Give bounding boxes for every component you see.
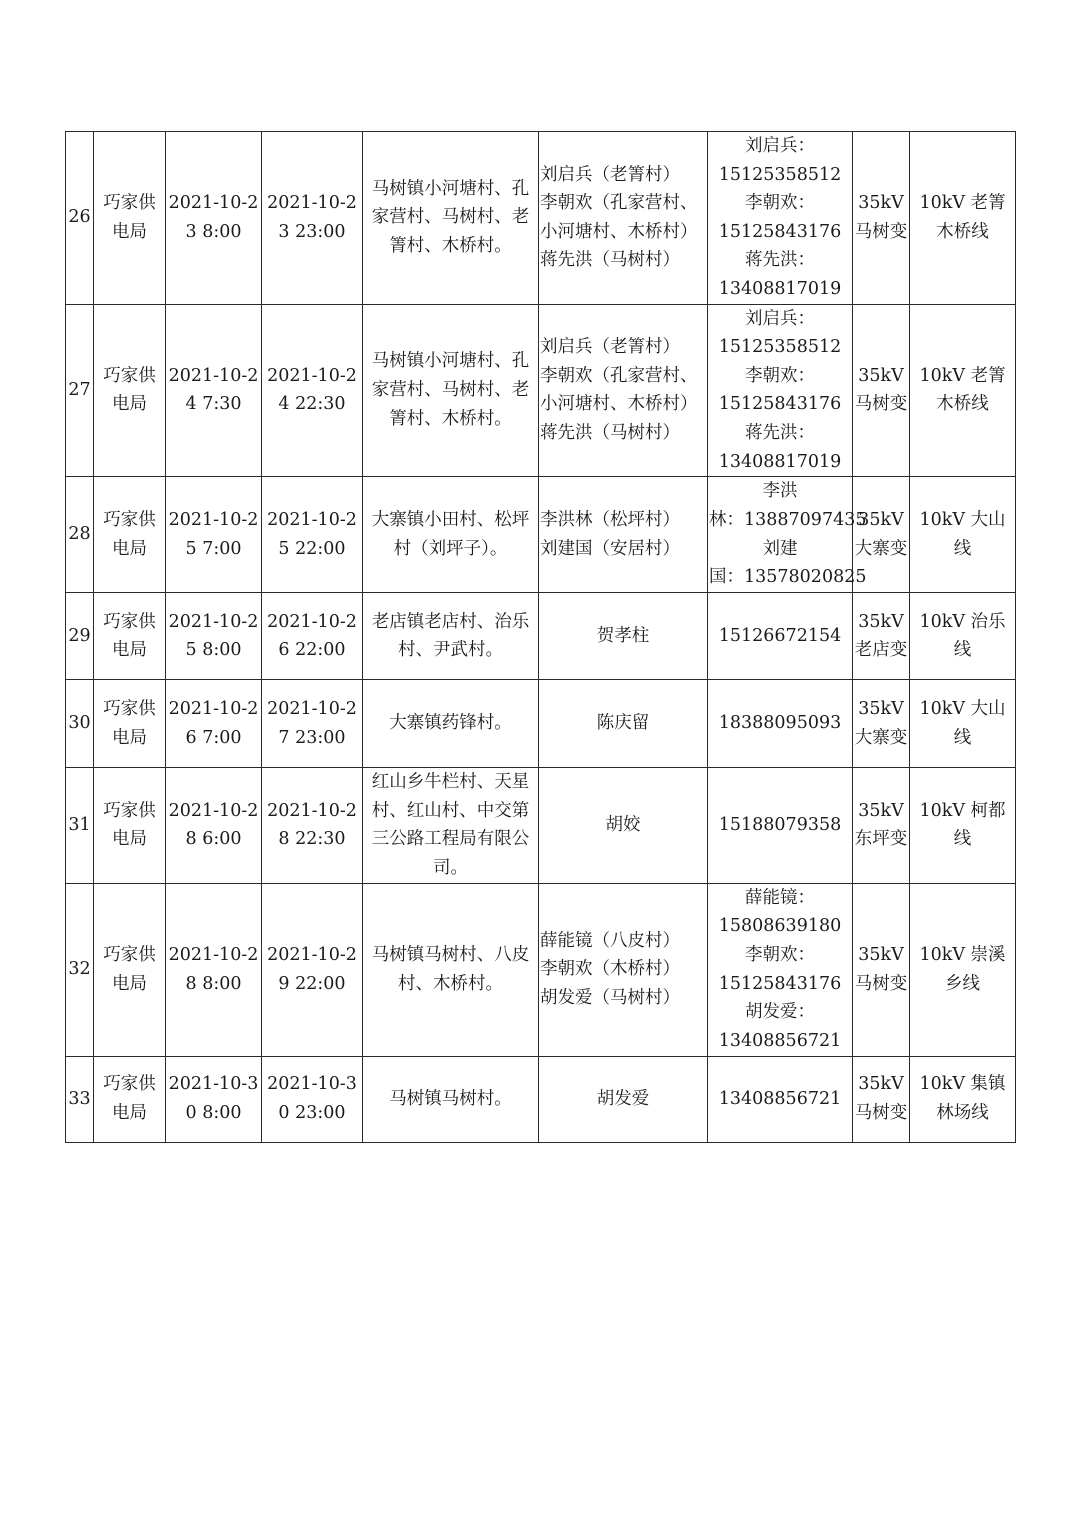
- outage-area: 红山乡牛栏村、天星村、红山村、中交第三公路工程局有限公司。: [371, 772, 530, 878]
- end-time-cell: [262, 304, 363, 477]
- unit-name: 巧家供电局: [103, 800, 156, 850]
- row-number: 30: [68, 713, 91, 734]
- substation-name: 35kV马树变: [854, 944, 908, 994]
- contact-phone: 15125358512: [718, 164, 842, 185]
- row-number-cell: [66, 477, 94, 593]
- start-time: 2021-10-25 8:00: [168, 611, 259, 661]
- outage-area: 老店镇老店村、治乐村、尹武村。: [371, 611, 530, 661]
- contact-person: 李朝欢（木桥村）: [540, 959, 680, 980]
- contact-phone: 薛能镜：: [745, 887, 815, 908]
- end-time: 2021-10-26 22:00: [267, 611, 357, 661]
- outage-area-cell: [363, 132, 539, 305]
- feeder-line-name: 10kV 大山线: [919, 510, 1006, 559]
- table-body: [66, 132, 1016, 1143]
- table-row: [66, 768, 1016, 883]
- contact-phone-cell: [708, 1056, 853, 1142]
- contact-phone: 李朝欢：: [745, 193, 815, 214]
- feeder-line-cell: [910, 883, 1016, 1056]
- contact-phone: 15125843176: [718, 973, 842, 994]
- contact-phone: 18388095093: [718, 713, 842, 734]
- unit-name: 巧家供电局: [103, 944, 156, 994]
- contact-person-cell: [539, 883, 708, 1056]
- start-time: 2021-10-25 7:00: [168, 510, 259, 559]
- contact-phone: 15125358512: [718, 337, 842, 358]
- start-time-cell: [166, 132, 262, 305]
- contact-phone-cell: [708, 132, 853, 305]
- feeder-line-name: 10kV 老箐木桥线: [919, 365, 1006, 415]
- contact-phone: 15188079358: [718, 815, 842, 836]
- contact-phone: 15808639180: [718, 916, 842, 937]
- end-time: 2021-10-27 23:00: [267, 699, 357, 748]
- contact-person-cell: [539, 680, 708, 768]
- start-time: 2021-10-28 8:00: [168, 944, 259, 994]
- feeder-line-name: 10kV 崇溪乡线: [919, 944, 1006, 994]
- row-number: 28: [68, 524, 91, 545]
- contact-phone: 15125843176: [718, 221, 842, 242]
- contact-person-cell: [539, 304, 708, 477]
- end-time-cell: [262, 680, 363, 768]
- feeder-line-cell: [910, 132, 1016, 305]
- contact-person-cell: [539, 132, 708, 305]
- unit-name: 巧家供电局: [103, 1074, 156, 1123]
- contact-person: 刘建国（安居村）: [540, 538, 680, 559]
- row-number: 26: [68, 207, 91, 228]
- substation-cell: [853, 680, 910, 768]
- contact-phone: 林：13887097435: [709, 510, 867, 531]
- end-time-cell: [262, 1056, 363, 1142]
- unit-cell: [94, 132, 166, 305]
- contact-phone-cell: [708, 768, 853, 883]
- contact-person: 小河塘村、木桥村）: [540, 394, 698, 415]
- contact-phone-cell: [708, 304, 853, 477]
- unit-cell: [94, 1056, 166, 1142]
- end-time: 2021-10-25 22:00: [267, 510, 357, 559]
- start-time: 2021-10-28 6:00: [168, 800, 259, 850]
- row-number: 31: [68, 815, 91, 836]
- substation-cell: [853, 304, 910, 477]
- contact-phone-cell: [708, 477, 867, 593]
- contact-person: 小河塘村、木桥村）: [540, 221, 698, 242]
- substation-cell: [853, 132, 910, 305]
- outage-area: 大寨镇小田村、松坪村（刘坪子）。: [371, 510, 530, 559]
- contact-person: 李洪林（松坪村）: [540, 510, 680, 531]
- feeder-line-cell: [910, 304, 1016, 477]
- start-time: 2021-10-24 7:30: [168, 365, 259, 415]
- outage-area: 大寨镇药锋村。: [389, 713, 512, 734]
- contact-person: 蒋先洪（马树村）: [540, 250, 680, 271]
- outage-area: 马树镇马树村、八皮村、木桥村。: [371, 944, 530, 994]
- row-number-cell: [66, 593, 94, 680]
- substation-name: 35kV东坪变: [854, 800, 908, 850]
- start-time: 2021-10-23 8:00: [168, 193, 259, 242]
- row-number-cell: [66, 304, 94, 477]
- end-time-cell: [262, 477, 363, 593]
- outage-area-cell: [363, 304, 539, 477]
- contact-person: 李朝欢（孔家营村、: [540, 193, 698, 214]
- end-time: 2021-10-29 22:00: [267, 944, 357, 994]
- substation-name: 35kV马树变: [854, 365, 908, 415]
- outage-area-cell: [363, 680, 539, 768]
- table-row: [66, 477, 1016, 593]
- start-time-cell: [166, 477, 262, 593]
- contact-phone: 13408817019: [718, 278, 842, 299]
- unit-name: 巧家供电局: [103, 611, 156, 661]
- contact-person-cell: [539, 477, 708, 593]
- unit-cell: [94, 883, 166, 1056]
- contact-phone: 13408817019: [718, 451, 842, 472]
- feeder-line-name: 10kV 老箐木桥线: [919, 193, 1006, 242]
- row-number: 33: [68, 1088, 91, 1109]
- feeder-line-cell: [910, 477, 1016, 593]
- substation-cell: [853, 1056, 910, 1142]
- row-number: 27: [68, 380, 91, 401]
- table-row: [66, 593, 1016, 680]
- outage-area: 马树镇小河塘村、孔家营村、马树村、老箐村、木桥村。: [371, 351, 530, 429]
- feeder-line-cell: [910, 680, 1016, 768]
- unit-cell: [94, 477, 166, 593]
- substation-name: 35kV老店变: [854, 611, 908, 661]
- row-number-cell: [66, 1056, 94, 1142]
- end-time-cell: [262, 768, 363, 883]
- feeder-line-name: 10kV 治乐线: [919, 611, 1006, 661]
- contact-phone: 李朝欢：: [745, 944, 815, 965]
- start-time: 2021-10-26 7:00: [168, 699, 259, 748]
- contact-phone: 刘建: [762, 538, 798, 559]
- outage-area-cell: [363, 768, 539, 883]
- substation-name: 35kV大寨变: [854, 699, 908, 748]
- feeder-line-cell: [910, 1056, 1016, 1142]
- feeder-line-name: 10kV 柯都线: [919, 800, 1006, 850]
- row-number-cell: [66, 132, 94, 305]
- contact-phone: 蒋先洪：: [745, 250, 815, 271]
- outage-schedule-table: [65, 131, 1016, 1143]
- unit-cell: [94, 680, 166, 768]
- contact-person: 胡发爱: [596, 1088, 650, 1109]
- contact-phone: 李朝欢：: [745, 365, 815, 386]
- row-number-cell: [66, 680, 94, 768]
- table-row: [66, 132, 1016, 305]
- contact-phone-cell: [708, 593, 853, 680]
- contact-phone: 13408856721: [718, 1030, 842, 1051]
- contact-person: 蒋先洪（马树村）: [540, 422, 680, 443]
- contact-phone: 胡发爱：: [745, 1002, 815, 1023]
- unit-cell: [94, 593, 166, 680]
- end-time: 2021-10-24 22:30: [267, 365, 357, 415]
- unit-name: 巧家供电局: [103, 365, 156, 415]
- substation-name: 35kV马树变: [854, 1074, 908, 1123]
- table-row: [66, 1056, 1016, 1142]
- contact-phone-cell: [708, 680, 853, 768]
- end-time: 2021-10-28 22:30: [267, 800, 357, 850]
- unit-name: 巧家供电局: [103, 510, 156, 559]
- row-number-cell: [66, 883, 94, 1056]
- start-time-cell: [166, 883, 262, 1056]
- start-time-cell: [166, 593, 262, 680]
- substation-name: 35kV马树变: [854, 193, 908, 242]
- start-time-cell: [166, 768, 262, 883]
- contact-person: 陈庆留: [596, 713, 650, 734]
- outage-area-cell: [363, 477, 539, 593]
- substation-name: 35kV大寨变: [854, 510, 908, 559]
- row-number-cell: [66, 768, 94, 883]
- contact-person: 贺孝柱: [596, 625, 650, 646]
- unit-cell: [94, 304, 166, 477]
- contact-phone: 蒋先洪：: [745, 422, 815, 443]
- contact-phone: 15126672154: [718, 625, 842, 646]
- outage-area: 马树镇小河塘村、孔家营村、马树村、老箐村、木桥村。: [371, 178, 530, 257]
- contact-person: 刘启兵（老箐村）: [540, 164, 680, 185]
- contact-person: 薛能镜（八皮村）: [540, 930, 680, 951]
- outage-area-cell: [363, 1056, 539, 1142]
- table-row: [66, 304, 1016, 477]
- contact-person: 胡姣: [605, 815, 641, 836]
- contact-person-cell: [539, 1056, 708, 1142]
- start-time-cell: [166, 680, 262, 768]
- outage-area: 马树镇马树村。: [389, 1088, 512, 1109]
- table-row: [66, 883, 1016, 1056]
- contact-phone: 李洪: [762, 481, 798, 502]
- contact-phone: 国：13578020825: [709, 567, 867, 588]
- unit-name: 巧家供电局: [103, 193, 156, 242]
- feeder-line-name: 10kV 大山线: [919, 699, 1006, 748]
- unit-cell: [94, 768, 166, 883]
- end-time: 2021-10-30 23:00: [267, 1074, 357, 1123]
- end-time: 2021-10-23 23:00: [267, 193, 357, 242]
- start-time-cell: [166, 1056, 262, 1142]
- contact-phone: 刘启兵：: [745, 136, 815, 156]
- contact-phone: 刘启兵：: [745, 308, 815, 329]
- row-number: 32: [68, 959, 91, 980]
- unit-name: 巧家供电局: [103, 699, 156, 748]
- table-row: [66, 680, 1016, 768]
- contact-phone: 15125843176: [718, 394, 842, 415]
- feeder-line-name: 10kV 集镇林场线: [919, 1074, 1006, 1123]
- end-time-cell: [262, 593, 363, 680]
- contact-person-cell: [539, 593, 708, 680]
- contact-person: 刘启兵（老箐村）: [540, 337, 680, 358]
- contact-phone-cell: [708, 883, 853, 1056]
- row-number: 29: [68, 625, 91, 646]
- feeder-line-cell: [910, 593, 1016, 680]
- feeder-line-cell: [910, 768, 1016, 883]
- end-time-cell: [262, 132, 363, 305]
- contact-person: 胡发爱（马树村）: [540, 987, 680, 1008]
- substation-cell: [853, 768, 910, 883]
- outage-area-cell: [363, 883, 539, 1056]
- start-time: 2021-10-30 8:00: [168, 1074, 259, 1123]
- contact-person: 李朝欢（孔家营村、: [540, 365, 698, 386]
- contact-person-cell: [539, 768, 708, 883]
- outage-area-cell: [363, 593, 539, 680]
- contact-phone: 13408856721: [718, 1088, 842, 1109]
- end-time-cell: [262, 883, 363, 1056]
- substation-cell: [853, 593, 910, 680]
- substation-cell: [853, 883, 910, 1056]
- start-time-cell: [166, 304, 262, 477]
